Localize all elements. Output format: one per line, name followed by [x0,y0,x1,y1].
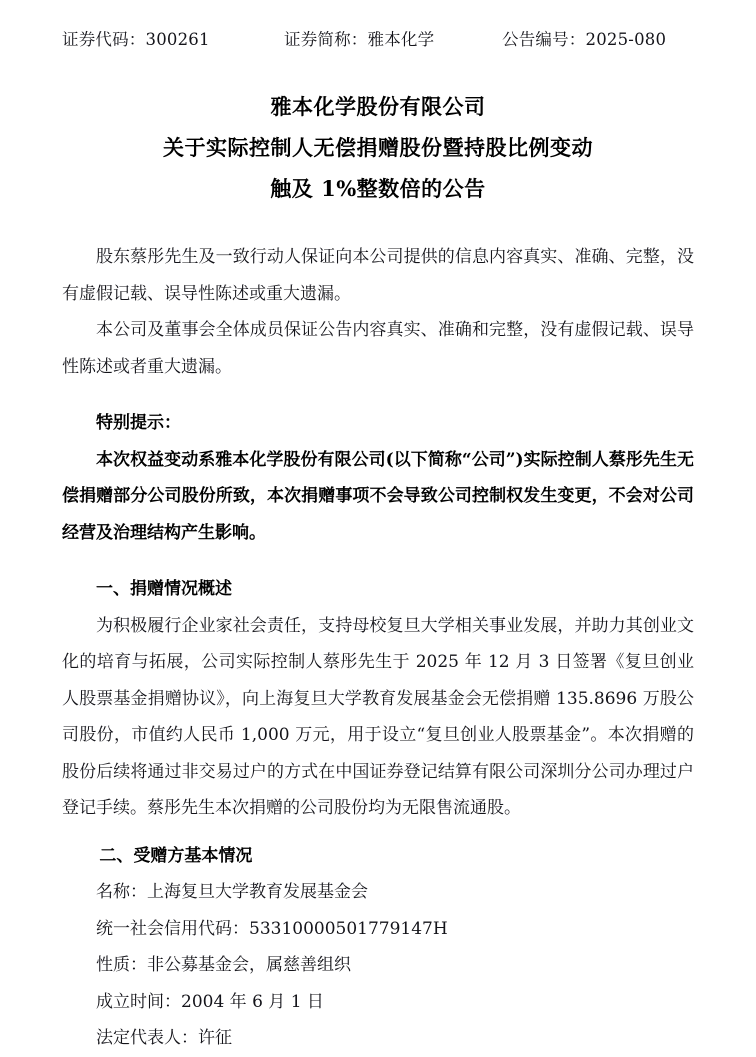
title-line-2: 关于实际控制人无偿捐赠股份暨持股比例变动 [163,135,593,160]
recipient-name-line: 名称：上海复旦大学教育发展基金会 [96,882,368,902]
document-body [62,239,694,1057]
recipient-established-line: 成立时间：2004 年 6 月 1 日 [96,991,324,1012]
security-code [62,26,284,50]
section-two-heading: 二、受赠方基本情况 [99,845,253,866]
spacer [62,827,694,838]
title-line-3: 触及 1%整数倍的公告 [270,176,486,201]
document-header [62,0,694,50]
company-statement-paragraph: 本公司及董事会全体成员保证公告内容真实、准确和完整，没有虚假记载、误导性陈述或者重大遗漏。 [62,320,694,377]
security-abbr-label: 证券简称： [284,30,368,49]
shareholder-statement-paragraph: 股东蔡彤先生及一致行动人保证向本公司提供的信息内容真实、准确、完整，没有虚假记载、误导性陈述或重大遗漏。 [62,247,694,304]
spacer [62,385,694,405]
spacer [62,551,694,571]
security-abbr-value: 雅本化学 [367,30,435,49]
recipient-nature-line: 性质：非公募基金会，属慈善组织 [96,955,351,975]
recipient-legal-rep-line: 法定代表人：许征 [96,1028,232,1048]
recipient-credit-code-line: 统一社会信用代码：53310000501779147H [96,918,448,939]
announcement-number [502,26,666,50]
announcement-no-label: 公告编号： [502,30,586,49]
page-title [62,86,694,209]
security-code-label: 证券代码： [62,30,146,49]
title-line-1: 雅本化学股份有限公司 [270,94,486,119]
security-code-value: 300261 [145,30,210,49]
section-one-heading: 一、捐赠情况概述 [96,579,232,599]
section-one-body: 为积极履行企业家社会责任，支持母校复旦大学相关事业发展，并助力其创业文化的培育与拓展，公司实际控制人蔡彤先生于 2025 年 12 月 3 日签署《复旦创业人股票基金捐赠协议》，向上海复旦大学教育发展基金会无偿捐赠 135.8696 万股公司股份，市值约人民币 1,000 万元，用于设立“复旦创业人股票基金”。本次捐赠的股份后续将通过非交易过户的方式在中国证券登记结算有限公司深圳分公司办理过户登记手续。蔡彤先生本次捐赠的公司股份均为无限售流通股。 [62,615,694,818]
announcement-no-value: 2025-080 [585,30,667,49]
special-notice-heading: 特别提示： [96,413,181,433]
security-abbreviation [284,26,502,50]
special-notice-body: 本次权益变动系雅本化学股份有限公司(以下简称“公司”)实际控制人蔡彤先生无偿捐赠部分公司股份所致，本次捐赠事项不会导致公司控制权发生变更，不会对公司经营及治理结构产生影响。 [62,449,694,543]
